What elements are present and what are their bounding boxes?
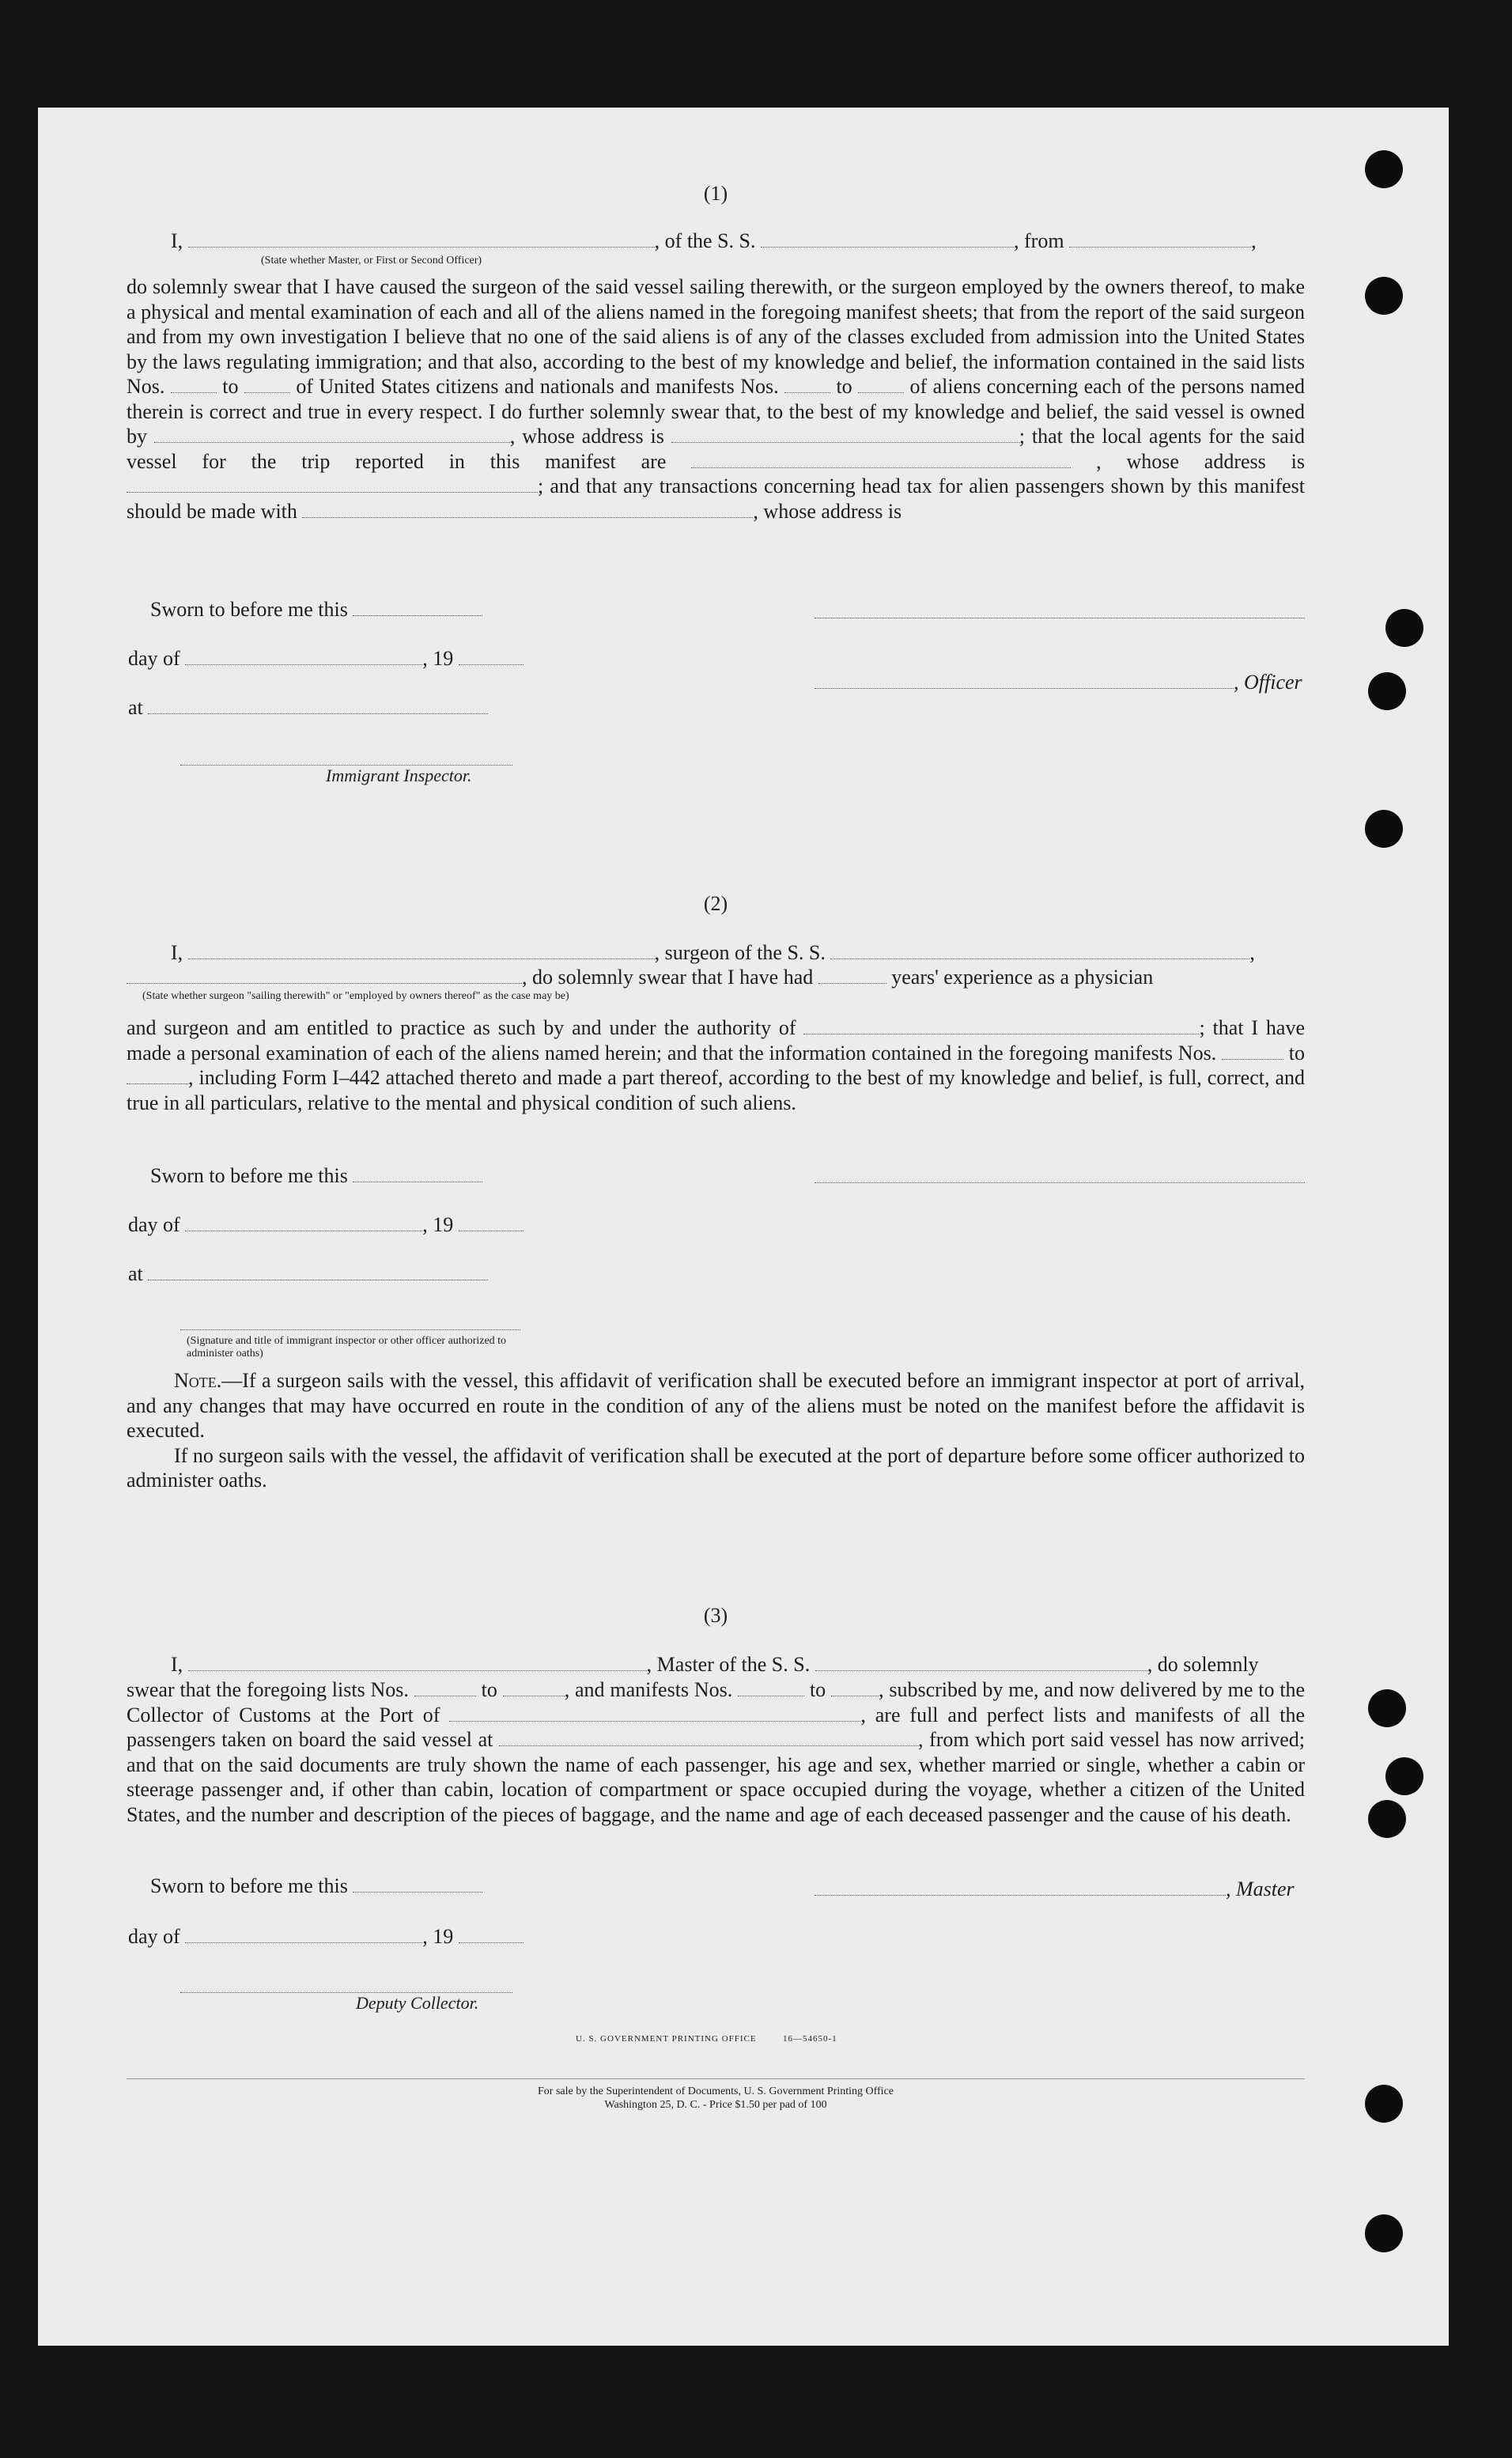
- oath-text: of United States citizens and nationals and manifests Nos.: [296, 375, 779, 398]
- sworn-label: [150, 598, 482, 622]
- label: to: [809, 1678, 826, 1701]
- label: at: [128, 696, 143, 719]
- label: , Officer: [1234, 671, 1302, 694]
- label: Sworn to before me this: [150, 598, 348, 621]
- oath-opening: I, , of the S. S. , from ,: [171, 229, 1257, 252]
- oath-text: swear that the foregoing lists Nos.: [127, 1678, 409, 1701]
- label: day of: [128, 647, 180, 670]
- label: Sworn to before me this: [150, 1874, 348, 1897]
- label: , Master: [1226, 1878, 1295, 1900]
- oath-text: , subscribed by me, and now delivered by me to the Collector of Customs at the Port of: [127, 1678, 1306, 1726]
- oath-opening-2: [127, 966, 1153, 989]
- binder-hole: [1368, 1800, 1406, 1838]
- at-label: [128, 696, 488, 720]
- label: , of the S. S.: [654, 229, 756, 252]
- form-number: 16—54650-1: [783, 2034, 837, 2044]
- oath-text: , whose address is: [1096, 449, 1305, 473]
- oath-opening: I, , surgeon of the S. S. ,: [171, 941, 1255, 964]
- officer-line: [815, 671, 1302, 694]
- binder-hole: [1368, 1689, 1406, 1727]
- section-number: (3): [703, 1604, 728, 1627]
- binder-hole: [1365, 810, 1403, 848]
- binder-hole: [1385, 609, 1423, 647]
- label: to: [1288, 1041, 1306, 1065]
- binder-hole: [1365, 277, 1403, 315]
- at-label: [128, 1262, 488, 1286]
- immigrant-inspector-label: Immigrant Inspector.: [326, 766, 472, 785]
- field-caption: (State whether Master, or First or Second Officer): [261, 255, 482, 267]
- caption-text: (Signature and title of immigrant inspector or other officer authorized to administer oaths): [187, 1335, 507, 1359]
- label: I,: [171, 941, 183, 964]
- note-text: If no surgeon sails with the vessel, the affidavit of verification shall be executed at the port of departure before some officer authorized to administer oaths.: [127, 1443, 1305, 1492]
- label: , Master of the S. S.: [646, 1653, 811, 1676]
- label: I,: [171, 229, 183, 252]
- sale-notice: [0, 2085, 1431, 2112]
- field-caption: (State whether surgeon "sailing therewith" or "employed by owners thereof" as the case may be): [142, 990, 569, 1002]
- label: to: [481, 1678, 497, 1701]
- signature-line: [180, 1329, 520, 1330]
- label: , and manifests Nos.: [564, 1678, 733, 1701]
- sworn-label: [150, 1874, 482, 1898]
- label: , 19: [422, 1925, 454, 1948]
- oath-body: [127, 1677, 1305, 1827]
- day-of-label: [128, 647, 524, 671]
- signature-caption: [187, 1335, 519, 1360]
- oath-text: ; that the local agents for the said vessel for the trip reported in this manifest are: [127, 425, 1305, 473]
- oath-body: [127, 274, 1305, 524]
- printing-office: U. S. GOVERNMENT PRINTING OFFICE: [576, 2034, 757, 2044]
- label: , do solemnly: [1147, 1653, 1259, 1676]
- oath-text: of aliens concerning each of the persons named therein is correct and true in every respect. I do further solemnly swear that, to the best of my knowledge and belief, the said vessel is owned by: [127, 375, 1306, 448]
- label: , surgeon of the S. S.: [654, 941, 826, 964]
- section-number: (2): [703, 892, 728, 915]
- label: I,: [171, 1653, 183, 1676]
- note-label: Note.: [174, 1369, 222, 1392]
- binder-hole: [1368, 672, 1406, 710]
- signature-line: [815, 617, 1305, 618]
- footer-rule: [127, 2078, 1305, 2079]
- label: to: [836, 375, 852, 398]
- sale-line: Washington 25, D. C. - Price $1.50 per pad of 100: [604, 2099, 827, 2111]
- label: day of: [128, 1925, 180, 1948]
- label: , 19: [422, 1213, 454, 1236]
- day-of-label: [128, 1213, 524, 1237]
- label: , from: [1014, 229, 1064, 252]
- oath-body: [127, 1015, 1305, 1115]
- label: day of: [128, 1213, 180, 1236]
- binder-hole: [1385, 1757, 1423, 1795]
- sale-line: For sale by the Superintendent of Documents, U. S. Government Printing Office: [538, 2086, 894, 2097]
- oath-text: , are full and perfect lists and manifests of all the passengers taken on board the said vessel at: [127, 1703, 1306, 1751]
- note-block: [127, 1368, 1305, 1493]
- oath-text: and surgeon and am entitled to practice as such by and under the authority of: [127, 1016, 796, 1039]
- oath-text: do solemnly swear that I have caused the surgeon of the said vessel sailing therewith, or the surgeon employed by the owners thereof, to make a physical and mental examination of each and all of the aliens named in the foregoing manifest sheets; that from the report of the said surgeon and from my own investigation I believe that no one of the said aliens is of any of the classes excluded from admission into the United States by the laws regulating immigration; and that also, according to the best of my knowledge and belief, the information contained in the said lists Nos.: [127, 275, 1305, 398]
- label: at: [128, 1262, 143, 1285]
- label: years' experience as a physician: [891, 966, 1154, 989]
- master-line: [815, 1878, 1295, 1901]
- oath-opening: [171, 1653, 1259, 1677]
- label: , whose address is: [509, 425, 664, 448]
- sworn-label: [150, 1164, 482, 1188]
- oath-text: , from which port said vessel has now arrived; and that on the said documents are truly shown the name of each passenger, his age and sex, whether married or single, whether a cabin or steerage passenger and, if other than cabin, location of compartment or space occupied during the voyage, whether a citizen of the United States, and the number and description of the pieces of baggage, and the name and age of each deceased passenger and the cause of his death.: [127, 1728, 1305, 1826]
- section-number: (1): [703, 182, 728, 205]
- oath-text: ; and that any transactions concerning head tax for alien passengers shown by this manifest should be made with: [127, 475, 1305, 523]
- day-of-label: [128, 1925, 524, 1949]
- oath-text: ; that I have made a personal examination of each of the aliens named herein; and that the information contained in the foregoing manifests Nos.: [127, 1016, 1306, 1065]
- label: , do solemnly swear that I have had: [522, 966, 814, 989]
- signature-line: [815, 1182, 1305, 1183]
- label: to: [222, 375, 239, 398]
- binder-hole: [1365, 2214, 1403, 2252]
- deputy-collector-label: Deputy Collector.: [356, 1993, 479, 2013]
- label: , 19: [422, 647, 454, 670]
- label: , whose address is: [753, 499, 902, 523]
- oath-text: , including Form I–442 attached thereto and made a part thereof, according to the best of my knowledge and belief, is full, correct, and true in all particulars, relative to the mental and physical condition of such aliens.: [127, 1066, 1305, 1114]
- label: Sworn to before me this: [150, 1164, 348, 1187]
- note-text: —If a surgeon sails with the vessel, this affidavit of verification shall be executed before an immigrant inspector at port of arrival, and any changes that may have occurred en route in the condition of any of the aliens must be noted on the manifest before the affidavit is executed.: [127, 1369, 1305, 1442]
